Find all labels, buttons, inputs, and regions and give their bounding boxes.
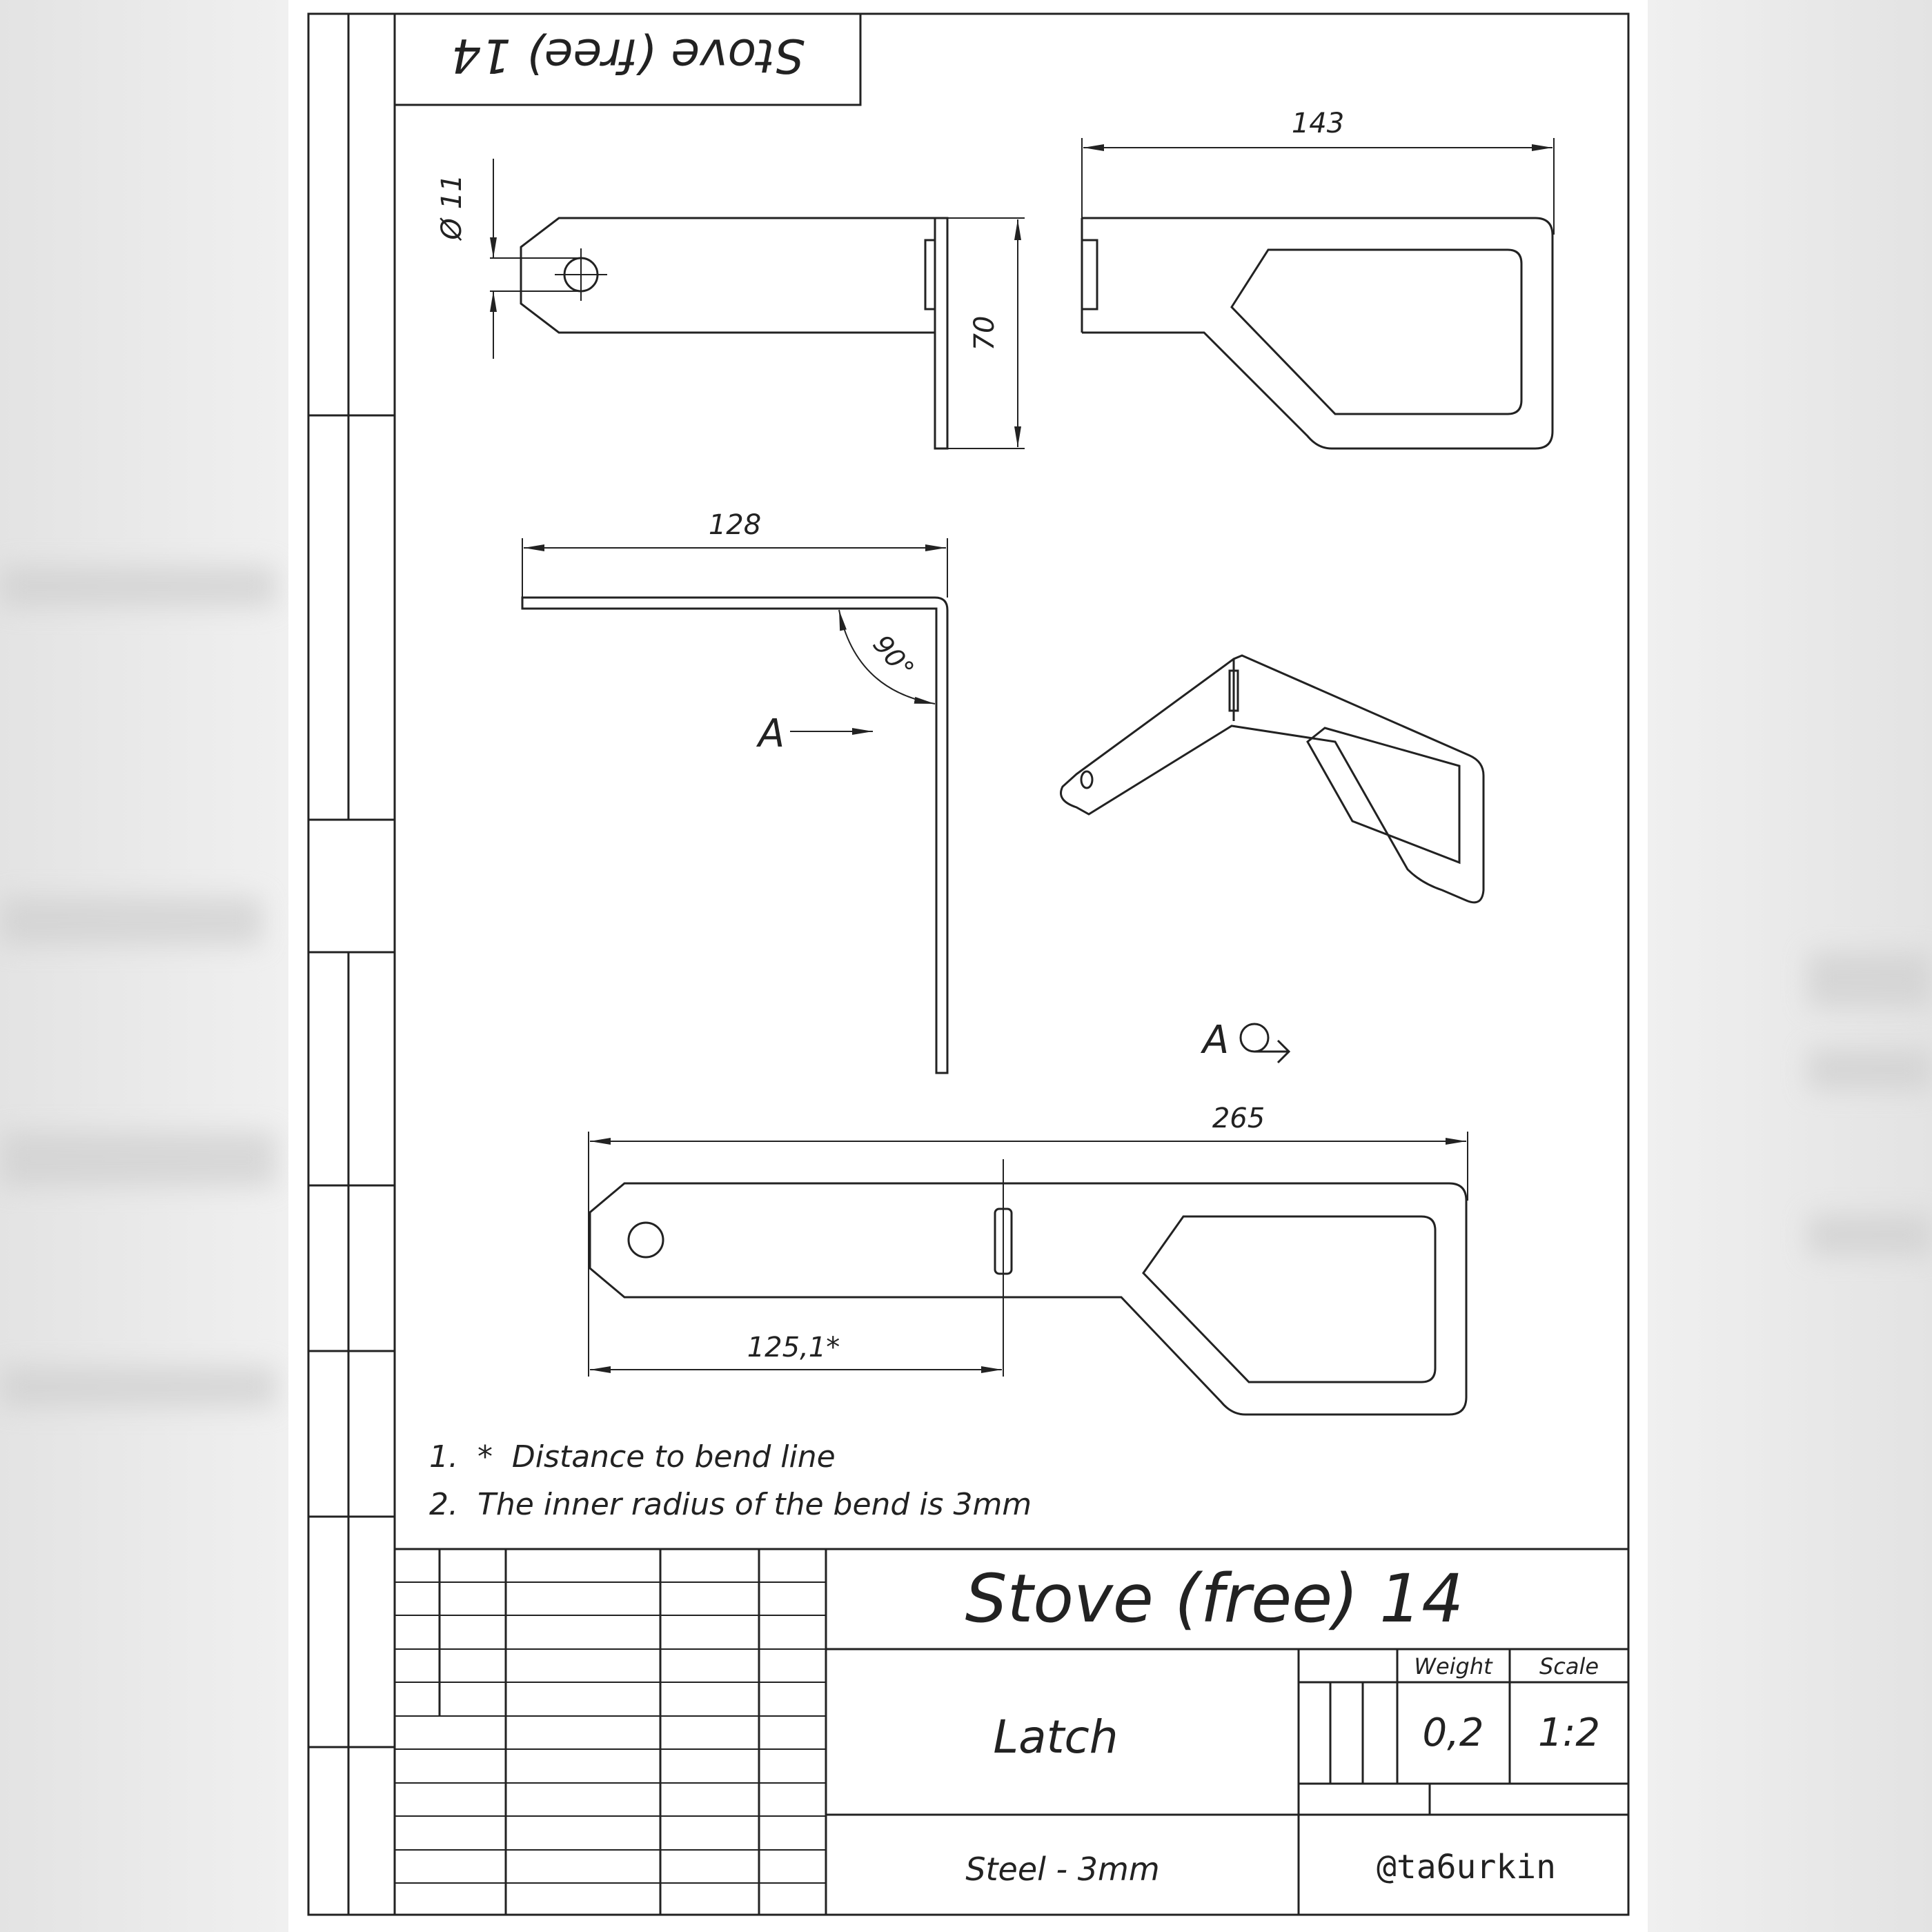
mirrored-stamp-title: Stove (free) 14: [451, 28, 805, 83]
view-marker-label: A: [1202, 1018, 1230, 1063]
dim-label-125-1: 125,1*: [747, 1332, 840, 1363]
flat-pattern-cutout: [1143, 1216, 1435, 1382]
view-rotation-symbol: [1241, 1024, 1268, 1052]
dim-label-128: 128: [708, 509, 762, 541]
dim-label-143: 143: [1291, 108, 1345, 139]
note-2: 2. The inner radius of the bend is 3mm: [429, 1487, 1032, 1522]
mirrored-stamp: [451, 28, 805, 82]
section-arrow-label: A: [758, 711, 785, 756]
weight-value: 0,2: [1422, 1711, 1484, 1755]
author: @ta6urkin: [1376, 1848, 1557, 1886]
title-block-grid: [395, 1582, 826, 1883]
top-view-slot: [925, 240, 935, 309]
isometric-outline: [1061, 656, 1484, 903]
side-view-flange: [1082, 240, 1097, 309]
part-name: Latch: [993, 1711, 1118, 1764]
drawing-title: Stove (free) 14: [965, 1560, 1464, 1637]
bend-view-profile: [522, 598, 947, 1073]
flat-pattern-hole: [629, 1223, 663, 1257]
isometric-hole: [1081, 771, 1092, 788]
scale-value: 1:2: [1537, 1711, 1601, 1755]
dim-label-angle: 90°: [867, 629, 920, 684]
material: Steel - 3mm: [965, 1851, 1160, 1888]
isometric-cutout: [1308, 728, 1459, 862]
view-rotation-arrow: [1254, 1041, 1289, 1063]
note-1: 1. * Distance to bend line: [429, 1439, 836, 1475]
dim-label-265: 265: [1212, 1103, 1265, 1134]
dim-label-hole: Ø 11: [436, 174, 468, 240]
dim-label-70: 70: [969, 315, 1000, 351]
scale-label: Scale: [1539, 1653, 1599, 1679]
side-view-cutout: [1232, 250, 1521, 414]
flat-pattern-outline: [590, 1183, 1466, 1414]
top-view-flange: [935, 218, 947, 448]
weight-label: Weight: [1414, 1653, 1492, 1679]
